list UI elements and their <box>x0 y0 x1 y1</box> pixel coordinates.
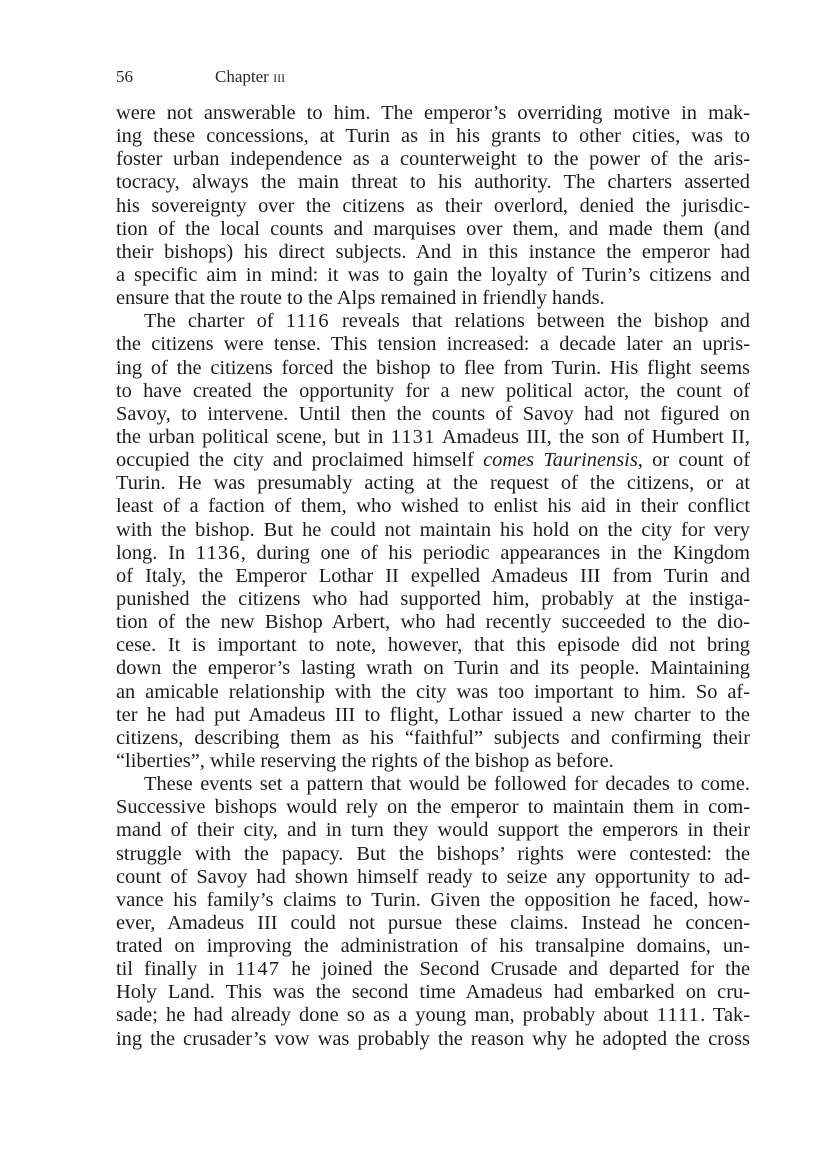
text-run: ing the crusader’s vow was probably the reason why he adopted the cross <box>116 1027 750 1050</box>
text-line <box>116 981 750 1004</box>
text-line <box>116 704 750 727</box>
text-line <box>116 588 750 611</box>
text-line <box>116 889 750 912</box>
text-run: cese. It is important to note, however, that this episode did not bring <box>116 634 750 657</box>
text-line <box>116 380 750 403</box>
text-line <box>116 357 750 380</box>
text-run: tion of the local counts and marquises over them, and made them (and <box>116 217 750 240</box>
text-line <box>116 195 750 218</box>
text-line <box>116 958 750 981</box>
text-run: the urban political scene, but in <box>116 425 391 448</box>
text-line <box>116 495 750 518</box>
text-run: of Italy, the Emperor Lothar II expelled Amadeus III from Turin and <box>116 564 750 587</box>
text-run: , or count of <box>637 449 750 472</box>
text-run: mand of their city, and in turn they would support the emperors in their <box>116 819 750 842</box>
text-line <box>116 750 750 773</box>
text-line <box>116 843 750 866</box>
text-run: the citizens were tense. This tension increased: a decade later an upris- <box>116 333 750 356</box>
year: 1147 <box>235 958 281 981</box>
text-run: tocracy, always the main threat to his authority. The charters asserted <box>116 171 750 194</box>
text-run: with the bishop. But he could not maintain his hold on the city for very <box>116 518 750 541</box>
year: 1131 <box>390 425 436 448</box>
text-line <box>116 935 750 958</box>
text-run: “liberties”, while reserving the rights of the bishop as before. <box>116 749 614 772</box>
text-run: punished the citizens who had supported him, probably at the instiga- <box>116 587 750 610</box>
text-run: his sovereignty over the citizens as their overlord, denied the jurisdic- <box>116 194 750 217</box>
latin-term: comes Taurinensis <box>483 449 638 472</box>
text-run: These events set a pattern that would be followed for decades to come. <box>144 773 750 796</box>
text-line <box>116 819 750 842</box>
text-run: tion of the new Bishop Arbert, who had recently succeeded to the dio- <box>116 611 750 634</box>
text-line <box>116 310 750 333</box>
text-line <box>116 241 750 264</box>
text-run: their bishops) his direct subjects. And in this instance the emperor had <box>116 240 750 263</box>
text-run: a specific aim in mind: it was to gain the loyalty of Turin’s citizens and <box>116 263 750 286</box>
text-run: long. In <box>116 541 196 564</box>
text-line <box>116 171 750 194</box>
text-line <box>116 565 750 588</box>
text-run: til finally in <box>116 958 236 981</box>
text-line <box>116 634 750 657</box>
text-line <box>116 148 750 171</box>
text-run: struggle with the papacy. But the bishops’ rights were contested: the <box>116 842 750 865</box>
text-line <box>116 796 750 819</box>
text-run: ing these concessions, at Turin as in his grants to other cities, was to <box>116 125 750 148</box>
chapter-word: Chapter <box>215 67 269 86</box>
text-run: sade; he had already done so as a young man, probably about <box>116 1004 657 1027</box>
text-run: count of Savoy had shown himself ready to seize any opportunity to ad- <box>116 865 750 888</box>
text-line <box>116 426 750 449</box>
text-run: were not answerable to him. The emperor’s overriding motive in mak- <box>116 102 750 124</box>
text-line <box>116 727 750 750</box>
text-run: citizens, describing them as his “faithful” subjects and confirming their <box>116 726 750 749</box>
text-line <box>116 218 750 241</box>
text-line <box>116 333 750 356</box>
text-line <box>116 403 750 426</box>
text-line <box>116 472 750 495</box>
text-run: ever, Amadeus III could not pursue these claims. Instead he concen- <box>116 911 750 934</box>
chapter-numeral: iii <box>273 67 286 86</box>
text-run: he joined the Second Crusade and departed for the <box>280 958 750 981</box>
text-run: Savoy, to intervene. Until then the counts of Savoy had not figured on <box>116 402 750 425</box>
text-run: foster urban independence as a counterweight to the power of the aris- <box>116 148 750 171</box>
body-text <box>116 102 750 1051</box>
text-line <box>116 264 750 287</box>
text-line <box>116 1028 750 1051</box>
text-run: Amadeus III, the son of Humbert II, <box>435 425 750 448</box>
text-line <box>116 287 750 310</box>
text-line <box>116 102 750 125</box>
page-number: 56 <box>116 67 133 86</box>
text-run: down the emperor’s lasting wrath on Turin and its people. Maintaining <box>116 657 750 680</box>
text-run: Holy Land. This was the second time Amadeus had embarked on cru- <box>116 981 750 1004</box>
text-run: occupied the city and proclaimed himself <box>116 449 484 472</box>
text-run: ter he had put Amadeus III to flight, Lothar issued a new charter to the <box>116 703 750 726</box>
text-line <box>116 681 750 704</box>
text-run: . Tak- <box>700 1004 750 1027</box>
text-line <box>116 611 750 634</box>
text-run: vance his family’s claims to Turin. Given the opposition he faced, how- <box>116 888 750 911</box>
year: 1111 <box>656 1004 701 1027</box>
text-run: to have created the opportunity for a new political actor, the count of <box>116 379 750 402</box>
text-run: ing of the citizens forced the bishop to flee from Turin. His flight seems <box>116 356 750 379</box>
text-line <box>116 125 750 148</box>
text-line <box>116 1004 750 1027</box>
text-run: , during one of his periodic appearances in the Kingdom <box>240 541 750 564</box>
text-run: least of a faction of them, who wished to enlist his aid in their conflict <box>116 495 750 518</box>
text-line <box>116 773 750 796</box>
running-head <box>116 66 750 88</box>
text-line <box>116 657 750 680</box>
text-run: The charter of <box>144 310 286 333</box>
text-line <box>116 866 750 889</box>
text-run: Successive bishops would rely on the emperor to maintain them in com- <box>116 796 750 819</box>
text-line <box>116 519 750 542</box>
text-run: trated on improving the administration of his transalpine domains, un- <box>116 935 750 958</box>
text-line <box>116 912 750 935</box>
text-run: ensure that the route to the Alps remained in friendly hands. <box>116 287 605 310</box>
year: 1116 <box>285 310 330 333</box>
text-line <box>116 542 750 565</box>
chapter-label <box>215 66 285 88</box>
text-run: Turin. He was presumably acting at the request of the citizens, or at <box>116 472 750 495</box>
year: 1136 <box>195 541 241 564</box>
text-run: an amicable relationship with the city was too important to him. So af- <box>116 680 750 703</box>
text-run: reveals that relations between the bishop and <box>329 310 750 333</box>
text-line <box>116 449 750 472</box>
